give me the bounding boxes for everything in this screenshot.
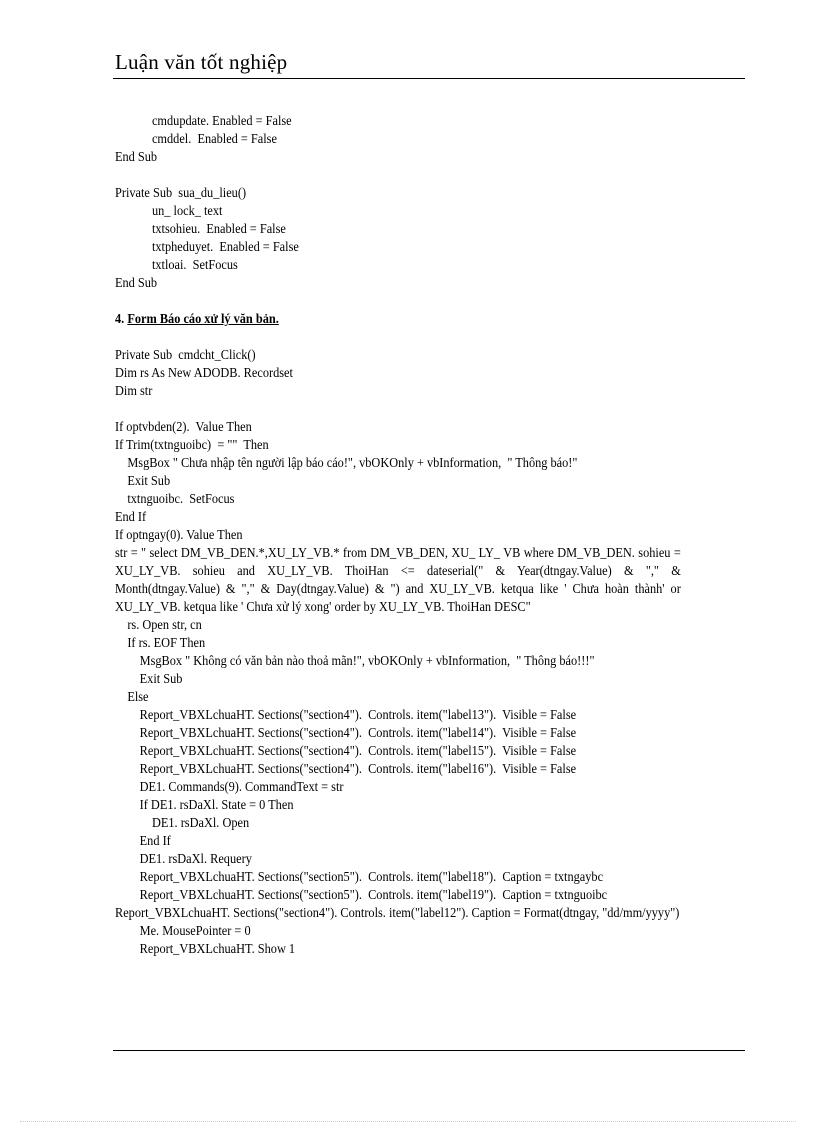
code-line: MsgBox " Không có văn bản nào thoả mãn!", vbOKOnly + vbInformation, " Thông báo!!!" bbox=[115, 653, 595, 668]
code-line: Report_VBXLchuaHT. Sections("section4"). Controls. item("label14"). Visible = False bbox=[115, 725, 577, 740]
code-line-wrapped-2: Report_VBXLchuaHT. Sections("section4"). Controls. item("label12"). Caption = Format(dtngay, "dd/mm/yyyy") bbox=[115, 905, 680, 920]
code-line: Dim str bbox=[115, 383, 153, 398]
page-edge bbox=[20, 1121, 796, 1122]
code-line: DE1. rsDaXl. Requery bbox=[115, 851, 252, 866]
code-line-wrapped: str = " select DM_VB_DEN.*,XU_LY_VB.* from DM_VB_DEN, XU_ LY_ VB where DM_VB_DEN. sohieu = XU_LY_VB. sohieu and XU_LY_VB. ThoiHan <= dateserial(" & Year(dtngay.Value) & "," & Month(dtngay.Value) & "," & Day(dtngay.Value) & ") and XU_LY_VB. ketqua like ' Chưa hoàn thành' or XU_LY_VB. ketqua like ' Chưa xử lý xong' order by XU_LY_VB. ThoiHan DESC" bbox=[115, 545, 681, 614]
code-line: End Sub bbox=[115, 149, 158, 164]
code-line: DE1. rsDaXl. Open bbox=[115, 815, 250, 830]
section-heading bbox=[115, 310, 681, 328]
code-line bbox=[115, 400, 681, 418]
code-line: If DE1. rsDaXl. State = 0 Then bbox=[115, 797, 294, 812]
footer-divider bbox=[113, 1050, 745, 1051]
code-line: If rs. EOF Then bbox=[115, 635, 206, 650]
document-body bbox=[115, 112, 681, 958]
code-line: If optngay(0). Value Then bbox=[115, 527, 243, 542]
code-line: Report_VBXLchuaHT. Sections("section4"). Controls. item("label16"). Visible = False bbox=[115, 761, 577, 776]
code-line: Report_VBXLchuaHT. Sections("section5"). Controls. item("label19"). Caption = txtnguoibc bbox=[115, 887, 608, 902]
code-line: txtnguoibc. SetFocus bbox=[115, 491, 235, 506]
code-line: Report_VBXLchuaHT. Show 1 bbox=[115, 941, 296, 956]
code-line: rs. Open str, cn bbox=[115, 617, 202, 632]
code-line: Report_VBXLchuaHT. Sections("section4"). Controls. item("label13"). Visible = False bbox=[115, 707, 577, 722]
header-divider bbox=[113, 78, 745, 79]
code-line bbox=[115, 166, 681, 184]
code-line: Me. MousePointer = 0 bbox=[115, 923, 251, 938]
code-line: Private Sub sua_du_lieu() bbox=[115, 185, 247, 200]
code-block-after bbox=[115, 328, 681, 544]
code-line: MsgBox " Chưa nhập tên người lập báo cáo!", vbOKOnly + vbInformation, " Thông báo!" bbox=[115, 455, 578, 470]
code-line: If Trim(txtnguoibc) = "" Then bbox=[115, 437, 269, 452]
code-line: txtloai. SetFocus bbox=[115, 257, 238, 272]
code-line: Report_VBXLchuaHT. Sections("section4"). Controls. item("label15"). Visible = False bbox=[115, 743, 577, 758]
code-block-before bbox=[115, 112, 681, 310]
code-line: End If bbox=[115, 509, 147, 524]
section-title: Form Báo cáo xử lý văn bản. bbox=[127, 311, 279, 326]
code-line: txtsohieu. Enabled = False bbox=[115, 221, 286, 236]
code-line: End If bbox=[115, 833, 171, 848]
code-line: Report_VBXLchuaHT. Sections("section5"). Controls. item("label18"). Caption = txtngaybc bbox=[115, 869, 604, 884]
code-block-end bbox=[115, 922, 681, 958]
code-line bbox=[115, 328, 681, 346]
code-line: cmddel. Enabled = False bbox=[115, 131, 277, 146]
code-line: DE1. Commands(9). CommandText = str bbox=[115, 779, 344, 794]
code-line: Private Sub cmdcht_Click() bbox=[115, 347, 256, 362]
code-line: Exit Sub bbox=[115, 671, 183, 686]
code-line: cmdupdate. Enabled = False bbox=[115, 113, 292, 128]
code-line: End Sub bbox=[115, 275, 158, 290]
code-line: Dim rs As New ADODB. Recordset bbox=[115, 365, 293, 380]
code-line bbox=[115, 292, 681, 310]
code-line: If optvbden(2). Value Then bbox=[115, 419, 252, 434]
page-header-title: Luận văn tốt nghiệp bbox=[115, 50, 288, 74]
code-block-middle bbox=[115, 616, 681, 904]
code-line: un_ lock_ text bbox=[115, 203, 223, 218]
section-number: 4. bbox=[115, 311, 125, 326]
code-line: Exit Sub bbox=[115, 473, 171, 488]
code-line: txtpheduyet. Enabled = False bbox=[115, 239, 299, 254]
code-line: Else bbox=[115, 689, 149, 704]
